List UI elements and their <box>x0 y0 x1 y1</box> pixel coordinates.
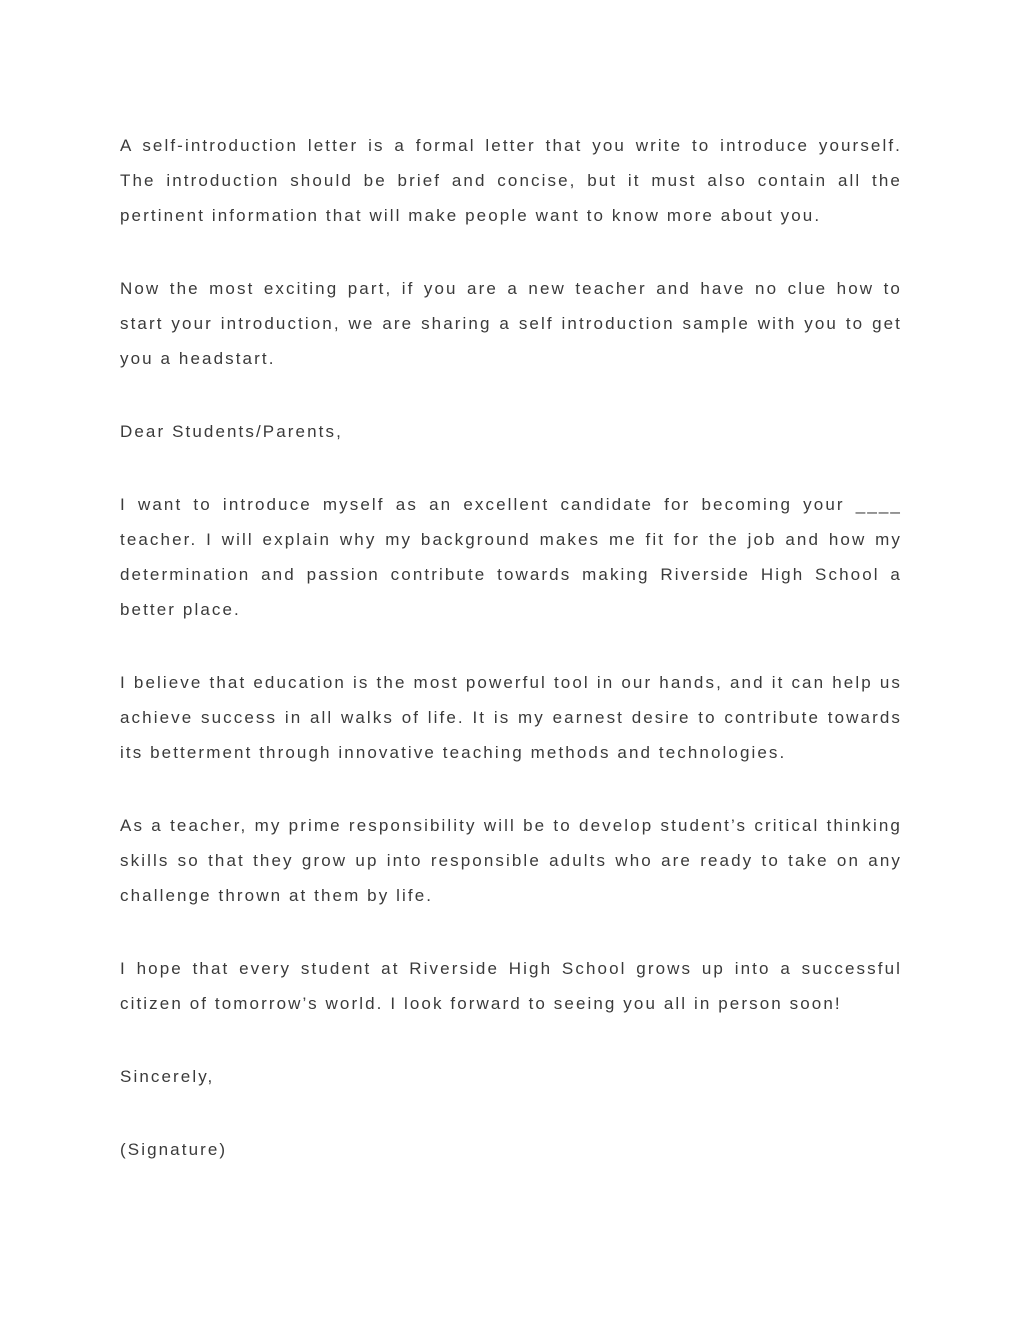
salutation: Dear Students/Parents, <box>120 422 343 441</box>
signature-placeholder: (Signature) <box>120 1140 228 1159</box>
letter-paragraph-responsibility: As a teacher, my prime responsibility will be to develop student’s critical thinking skills so that they grow up into responsible adults who are ready to take on any challenge thrown at them by life. <box>120 816 902 905</box>
context-paragraph: Now the most exciting part, if you are a new teacher and have no clue how to start your introduction, we are sharing a self introduction sample with you to get you a headstart. <box>120 279 902 368</box>
intro-paragraph: A self-introduction letter is a formal letter that you write to introduce yourself. The introduction should be brief and concise, but it must also contain all the pertinent information that will make people want to know more about you. <box>120 136 902 225</box>
sign-off: Sincerely, <box>120 1067 215 1086</box>
letter-paragraph-education: I believe that education is the most powerful tool in our hands, and it can help us achieve success in all walks of life. It is my earnest desire to contribute towards its betterment through innovative teaching methods and technologies. <box>120 673 902 762</box>
letter-body <box>120 128 902 1205</box>
letter-paragraph-introduction: I want to introduce myself as an excellent candidate for becoming your ____ teacher. I will explain why my background makes me fit for the job and how my determination and passion contribute towards making Riverside High School a better place. <box>120 495 902 619</box>
letter-paragraph-closing: I hope that every student at Riverside High School grows up into a successful citizen of tomorrow’s world. I look forward to seeing you all in person soon! <box>120 959 902 1013</box>
